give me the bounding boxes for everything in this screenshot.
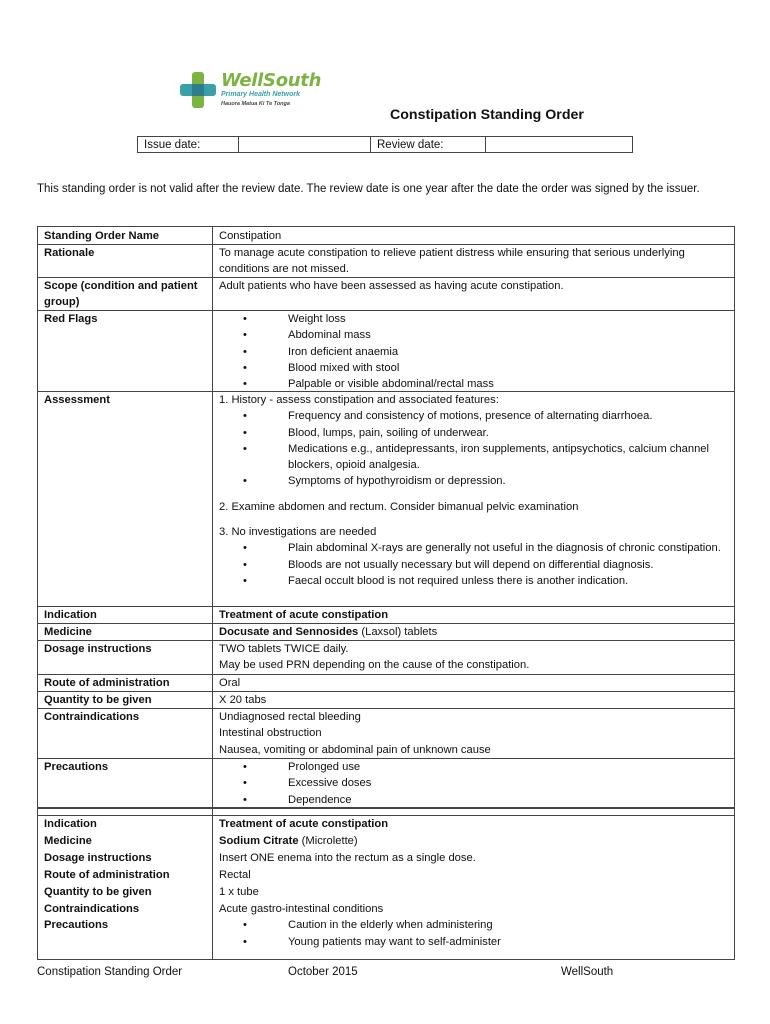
precautions-list: [219, 759, 731, 808]
row-label: Dosage instructions: [44, 851, 152, 864]
review-date-label: Review date:: [371, 137, 486, 153]
row-value: X 20 tabs: [219, 694, 267, 706]
row-red-flags: [38, 310, 734, 392]
issue-date-label: Issue date:: [138, 137, 239, 153]
assessment-content: [219, 392, 731, 589]
row-label: Precautions: [44, 919, 109, 932]
list-item: • Blood mixed with stool: [219, 360, 731, 376]
medicine-2-values: [219, 816, 731, 951]
medicine-name: Docusate and Sennosides: [219, 626, 359, 638]
text-line: Intestinal obstruction: [219, 727, 322, 740]
row-label: Rationale: [44, 247, 95, 259]
list-item: • Iron deficient anaemia: [219, 344, 731, 360]
list-item: • Weight loss: [219, 311, 731, 327]
row-label: Scope (condition and patient group): [44, 280, 198, 308]
text-line: Nausea, vomiting or abdominal pain of unknown cause: [219, 743, 491, 756]
footer-date: October 2015: [288, 966, 358, 978]
list-item: • Dependence: [219, 792, 731, 808]
row-label: Route of administration: [44, 677, 170, 689]
wellsouth-logo: [178, 68, 348, 114]
row-value: Adult patients who have been assessed as having acute constipation.: [219, 280, 564, 292]
list-item: • Faecal occult blood is not required unless there is another indication.: [219, 573, 731, 589]
row-contraindications: [38, 708, 734, 759]
list-item: • Palpable or visible abdominal/rectal mass: [219, 376, 731, 392]
row-quantity: [38, 691, 734, 709]
footer-org: WellSouth: [561, 966, 614, 978]
row-indication: [38, 606, 734, 624]
review-date-field[interactable]: [486, 137, 633, 153]
assessment-step: 1. History - assess constipation and associated features:: [219, 394, 499, 406]
row-value: Treatment of acute constipation: [219, 818, 389, 830]
logo-tagline: Hauora Matua Ki Te Tonga: [221, 101, 290, 107]
row-precautions: [38, 758, 734, 808]
date-table: [137, 136, 633, 153]
list-item: • Abdominal mass: [219, 327, 731, 343]
row-medicine: [38, 623, 734, 641]
row-value: [219, 624, 731, 640]
medicine-form: (Microlette): [298, 834, 358, 847]
list-item: • Medications e.g., antidepressants, iron supplements, antipsychotics, calcium channel blockers, opioid analgesia.: [219, 441, 731, 474]
assessment-step: 2. Examine abdomen and rectum. Consider bimanual pelvic examination: [219, 500, 579, 513]
row-assessment: [38, 391, 734, 607]
row-label: Contraindications: [44, 902, 140, 915]
list-item: • Symptoms of hypothyroidism or depression.: [219, 473, 731, 489]
row-label: Red Flags: [44, 313, 98, 325]
row-label: Indication: [44, 609, 97, 621]
row-value: Insert ONE enema into the rectum as a single dose.: [219, 851, 476, 864]
medicine-table-2: [37, 807, 735, 960]
row-label: Medicine: [44, 834, 92, 847]
logo-subtitle: Primary Health Network: [221, 91, 300, 98]
document-title: Constipation Standing Order: [390, 107, 584, 123]
row-dosage: [38, 640, 734, 675]
list-item: • Prolonged use: [219, 759, 731, 775]
row-value: 1 x tube: [219, 885, 259, 898]
list-item: • Young patients may want to self-administer: [219, 934, 731, 951]
row-scope: [38, 277, 734, 311]
row-label: Route of administration: [44, 868, 170, 881]
medicine-form: (Laxsol) tablets: [358, 626, 438, 638]
medicine-2-labels: [44, 816, 208, 934]
row-route: [38, 674, 734, 692]
cross-logo-icon: [178, 70, 218, 110]
logo-brand: WellSouth: [221, 70, 322, 91]
row-label: Quantity to be given: [44, 885, 152, 898]
list-item: • Frequency and consistency of motions, presence of alternating diarrhoea.: [219, 408, 731, 424]
row-label: Assessment: [44, 394, 110, 406]
row-rationale: [38, 244, 734, 278]
row-label: Precautions: [44, 761, 109, 773]
row-label: Standing Order Name: [44, 230, 160, 242]
issue-date-field[interactable]: [239, 137, 371, 153]
row-value: [219, 709, 731, 758]
row-value: Rectal: [219, 868, 251, 881]
list-item: • Caution in the elderly when administering: [219, 917, 731, 934]
assessment-step: 3. No investigations are needed: [219, 526, 377, 539]
list-item: • Blood, lumps, pain, soiling of underwear.: [219, 425, 731, 441]
intro-text: This standing order is not valid after the review date. The review date is one year after the date the order was signed by the issuer.: [37, 183, 700, 195]
row-value: [219, 641, 731, 674]
medicine-2-block: [38, 815, 734, 959]
footer-title: Constipation Standing Order: [37, 966, 183, 978]
row-label: Dosage instructions: [44, 643, 152, 655]
row-value: Treatment of acute constipation: [219, 609, 389, 621]
row-label: Indication: [44, 818, 97, 830]
row-name: [38, 227, 734, 245]
list-item: • Excessive doses: [219, 775, 731, 791]
list-item: • Plain abdominal X-rays are generally not useful in the diagnosis of chronic constipation.: [219, 540, 731, 556]
standing-order-table: [37, 226, 735, 809]
text-line: TWO tablets TWICE daily.: [219, 643, 349, 655]
row-value: Oral: [219, 677, 241, 689]
row-label: Contraindications: [44, 711, 140, 723]
text-line: May be used PRN depending on the cause of the constipation.: [219, 659, 530, 672]
row-value: To manage acute constipation to relieve patient distress while ensuring that serious underlying conditions are not missed.: [219, 247, 685, 276]
medicine-name: Sodium Citrate: [219, 834, 299, 847]
row-label: Medicine: [44, 626, 92, 638]
row-value: Acute gastro-intestinal conditions: [219, 902, 384, 915]
text-line: Undiagnosed rectal bleeding: [219, 711, 361, 723]
row-value: Constipation: [219, 230, 282, 242]
red-flags-list: [219, 311, 731, 392]
row-value: [219, 833, 731, 850]
row-label: Quantity to be given: [44, 694, 152, 706]
list-item: • Bloods are not usually necessary but will depend on differential diagnosis.: [219, 557, 731, 573]
